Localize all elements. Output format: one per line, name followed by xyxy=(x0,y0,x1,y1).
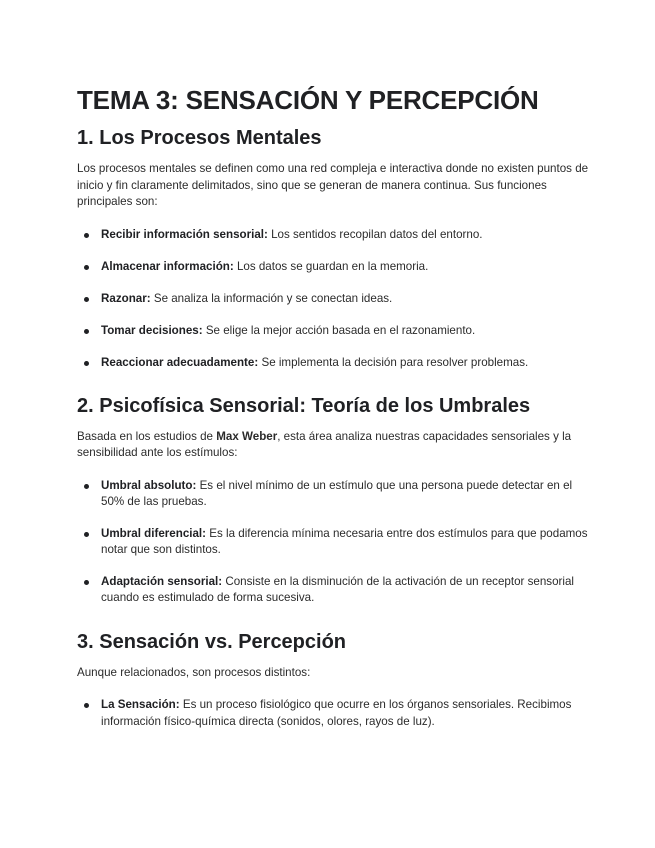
intro-text: Basada en los estudios de xyxy=(77,429,217,443)
list-item xyxy=(77,355,595,372)
bullet-icon xyxy=(84,329,89,334)
list-item xyxy=(77,323,595,340)
bullet-list xyxy=(77,697,595,730)
bullet-list xyxy=(77,478,595,607)
item-term: Adaptación sensorial: xyxy=(101,574,223,588)
item-term: Razonar: xyxy=(101,291,151,305)
item-text: Los datos se guardan en la memoria. xyxy=(233,259,429,273)
bullet-icon xyxy=(84,361,89,366)
bullet-icon xyxy=(84,297,89,302)
item-text: Es la diferencia mínima necesaria entre dos estímulos para que podamos notar que son distintos. xyxy=(101,526,588,556)
item-text: Es un proceso fisiológico que ocurre en los órganos sensoriales. Recibimos información físico-química directa (sonidos, olores, rayos de luz). xyxy=(101,698,572,728)
section-heading: 3. Sensación vs. Percepción xyxy=(77,630,347,653)
list-item xyxy=(77,478,595,511)
section-intro: Aunque relacionados, son procesos distintos: xyxy=(77,665,311,679)
item-text: Es el nivel mínimo de un estímulo que una persona puede detectar en el 50% de las pruebas. xyxy=(101,478,573,508)
list-item xyxy=(77,291,595,308)
list-item xyxy=(77,227,595,244)
bullet-icon xyxy=(84,580,89,585)
item-text: Se implementa la decisión para resolver problemas. xyxy=(258,355,529,369)
item-term: Almacenar información: xyxy=(101,259,234,273)
list-item xyxy=(77,526,595,559)
item-text: Se analiza la información y se conectan ideas. xyxy=(150,291,393,305)
item-term: Tomar decisiones: xyxy=(101,323,203,337)
item-term: Recibir información sensorial: xyxy=(101,227,268,241)
item-text: Se elige la mejor acción basada en el razonamiento. xyxy=(202,323,476,337)
item-term: La Sensación: xyxy=(101,698,180,711)
section-heading: 1. Los Procesos Mentales xyxy=(77,127,322,149)
item-term: Reaccionar adecuadamente: xyxy=(101,355,259,369)
bullet-list xyxy=(77,227,595,372)
intro-text: , esta área analiza nuestras capacidades sensoriales y la sensibilidad ante los estímulos: xyxy=(77,429,572,459)
item-text: Los sentidos recopilan datos del entorno. xyxy=(267,227,483,241)
item-term: Umbral diferencial: xyxy=(101,526,207,540)
bullet-icon xyxy=(84,703,89,708)
list-item xyxy=(77,574,595,607)
bullet-icon xyxy=(84,265,89,270)
bullet-icon xyxy=(84,484,89,489)
item-term: Umbral absoluto: xyxy=(101,478,197,492)
bullet-icon xyxy=(84,532,89,537)
section-intro: Los procesos mentales se definen como una red compleja e interactiva donde no existen puntos de inicio y fin claramente delimitados, sino que se generan de manera continua. Sus funciones principales son: xyxy=(77,162,589,208)
section-intro xyxy=(77,429,595,462)
document-title: TEMA 3: SENSACIÓN Y PERCEPCIÓN xyxy=(77,85,539,115)
intro-emphasis: Max Weber xyxy=(216,429,278,443)
bullet-icon xyxy=(84,233,89,238)
list-item xyxy=(77,697,595,730)
list-item xyxy=(77,259,595,276)
section-heading: 2. Psicofísica Sensorial: Teoría de los Umbrales xyxy=(77,394,531,417)
item-text: Consiste en la disminución de la activación de un receptor sensorial cuando es estimulado de forma sucesiva. xyxy=(101,574,574,604)
